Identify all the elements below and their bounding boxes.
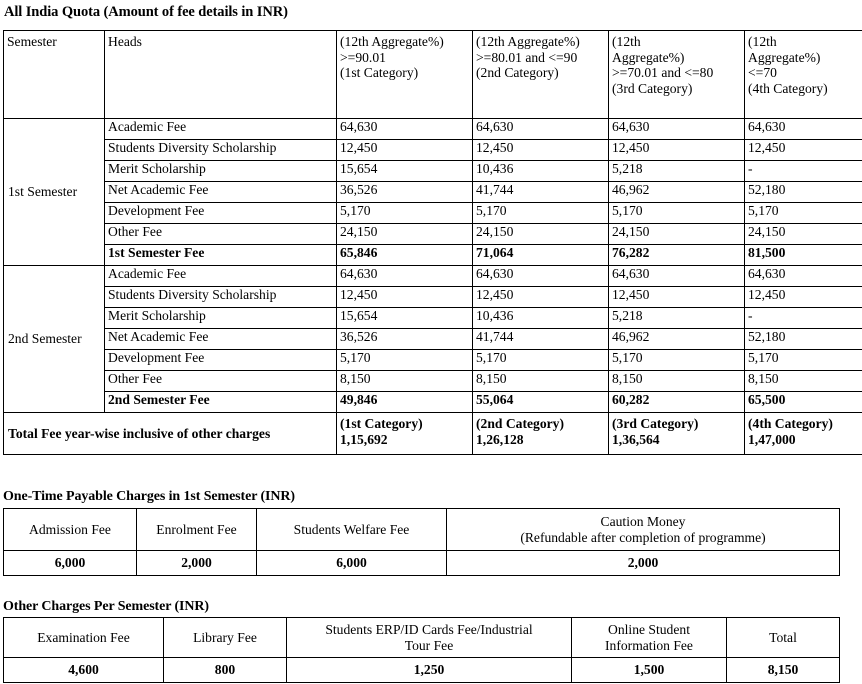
table-row	[4, 266, 862, 287]
header-library-fee: Library Fee	[164, 618, 287, 658]
value-examination-fee: 4,600	[4, 658, 164, 683]
value-erp-id-cards-fee: 1,250	[287, 658, 572, 683]
row-head: Merit Scholarship	[105, 308, 337, 329]
cell-cat1: 12,450	[337, 287, 473, 308]
value-students-welfare-fee: 6,000	[257, 551, 447, 576]
value-total: 8,150	[727, 658, 840, 683]
value-online-student-information-fee: 1,500	[572, 658, 727, 683]
value-caution-money: 2,000	[447, 551, 840, 576]
header-heads: Heads	[105, 31, 337, 119]
cell-cat3: 8,150	[609, 371, 745, 392]
grand-total-cat1-value: 1,15,692	[340, 431, 388, 447]
cell-cat3: 5,170	[609, 203, 745, 224]
header-cat4-line3: <=70	[748, 65, 777, 80]
header-cat2-line1: (12th Aggregate%)	[476, 34, 580, 49]
grand-total-cat4	[745, 413, 862, 455]
row-head: Net Academic Fee	[105, 182, 337, 203]
cell-cat1: 64,630	[337, 119, 473, 140]
semester-1-total-row	[4, 245, 862, 266]
cell-cat1: 15,654	[337, 161, 473, 182]
table-row	[4, 308, 862, 329]
header-admission-fee: Admission Fee	[4, 509, 137, 551]
grand-total-cat3-value: 1,36,564	[612, 431, 660, 447]
cell-cat3: 12,450	[609, 140, 745, 161]
grand-total-row	[4, 413, 862, 455]
cell-cat3: 12,450	[609, 287, 745, 308]
erp-fee-line1: Students ERP/ID Cards Fee/Industrial	[325, 622, 533, 637]
row-head: Students Diversity Scholarship	[105, 140, 337, 161]
cell-cat1: 8,150	[337, 371, 473, 392]
grand-total-cat1	[337, 413, 473, 455]
online-fee-line2: Information Fee	[605, 637, 693, 653]
header-cat3-line2: Aggregate%)	[612, 49, 685, 65]
header-category-4	[745, 31, 862, 119]
cell-cat2: 55,064	[473, 392, 609, 413]
cell-cat2: 64,630	[473, 266, 609, 287]
cell-cat2: 41,744	[473, 182, 609, 203]
cell-cat4: 12,450	[745, 140, 862, 161]
header-students-welfare-fee: Students Welfare Fee	[257, 509, 447, 551]
grand-total-cat4-label: (4th Category)	[748, 416, 833, 431]
semester-2-total-row	[4, 392, 862, 413]
table-row	[4, 350, 862, 371]
header-category-1	[337, 31, 473, 119]
header-online-student-information-fee	[572, 618, 727, 658]
cell-cat4: 64,630	[745, 119, 862, 140]
grand-total-cat3-label: (3rd Category)	[612, 416, 699, 431]
header-total: Total	[727, 618, 840, 658]
header-semester: Semester	[4, 31, 105, 119]
grand-total-cat4-value: 1,47,000	[748, 431, 796, 447]
cell-cat3: 64,630	[609, 119, 745, 140]
cell-cat3: 5,218	[609, 308, 745, 329]
header-enrolment-fee: Enrolment Fee	[137, 509, 257, 551]
cell-cat2: 71,064	[473, 245, 609, 266]
table-header-row	[4, 31, 862, 119]
table-row	[4, 371, 862, 392]
row-head: Merit Scholarship	[105, 161, 337, 182]
grand-total-label: Total Fee year-wise inclusive of other charges	[4, 413, 337, 455]
all-india-quota-fee-table	[3, 30, 862, 455]
cell-cat1: 65,846	[337, 245, 473, 266]
header-erp-id-cards-fee	[287, 618, 572, 658]
value-admission-fee: 6,000	[4, 551, 137, 576]
row-head: Academic Fee	[105, 266, 337, 287]
header-cat3-line3: >=70.01 and <=80	[612, 65, 714, 80]
table-row	[4, 329, 862, 350]
cell-cat2: 10,436	[473, 161, 609, 182]
row-head: 1st Semester Fee	[105, 245, 337, 266]
cell-cat2: 41,744	[473, 329, 609, 350]
table-row	[4, 287, 862, 308]
cell-cat4: 52,180	[745, 182, 862, 203]
cell-cat2: 5,170	[473, 203, 609, 224]
cell-cat4: 81,500	[745, 245, 862, 266]
header-category-2	[473, 31, 609, 119]
cell-cat4: -	[745, 161, 862, 182]
table-row	[4, 140, 862, 161]
cell-cat1: 36,526	[337, 182, 473, 203]
cell-cat1: 12,450	[337, 140, 473, 161]
header-cat2-line3: (2nd Category)	[476, 65, 559, 80]
cell-cat4: 5,170	[745, 203, 862, 224]
cell-cat3: 76,282	[609, 245, 745, 266]
row-head: Development Fee	[105, 350, 337, 371]
table-row	[4, 161, 862, 182]
grand-total-cat1-label: (1st Category)	[340, 416, 423, 431]
cell-cat4: 8,150	[745, 371, 862, 392]
cell-cat3: 46,962	[609, 182, 745, 203]
row-head: Other Fee	[105, 224, 337, 245]
onetime-payable-charges-table	[3, 508, 840, 576]
cell-cat1: 5,170	[337, 203, 473, 224]
caution-money-note: (Refundable after completion of programme)	[520, 529, 766, 545]
grand-total-cat2-label: (2nd Category)	[476, 416, 564, 431]
cell-cat2: 10,436	[473, 308, 609, 329]
header-cat4-line2: Aggregate%)	[748, 49, 821, 65]
cell-cat2: 64,630	[473, 119, 609, 140]
header-examination-fee: Examination Fee	[4, 618, 164, 658]
header-cat4-line4: (4th Category)	[748, 80, 828, 96]
cell-cat2: 12,450	[473, 287, 609, 308]
cell-cat4: 65,500	[745, 392, 862, 413]
cell-cat4: 64,630	[745, 266, 862, 287]
row-head: Development Fee	[105, 203, 337, 224]
row-head: 2nd Semester Fee	[105, 392, 337, 413]
cell-cat2: 8,150	[473, 371, 609, 392]
header-cat1-line2: >=90.01	[340, 49, 386, 65]
row-head: Net Academic Fee	[105, 329, 337, 350]
table-row	[4, 182, 862, 203]
cell-cat4: 5,170	[745, 350, 862, 371]
erp-fee-line2: Tour Fee	[404, 637, 454, 653]
cell-cat1: 24,150	[337, 224, 473, 245]
cell-cat4: 52,180	[745, 329, 862, 350]
cell-cat3: 5,170	[609, 350, 745, 371]
cell-cat1: 49,846	[337, 392, 473, 413]
header-cat1-line3: (1st Category)	[340, 65, 419, 80]
onetime-charges-title: One-Time Payable Charges in 1st Semester (INR)	[3, 489, 295, 504]
header-cat3-line1: (12th	[612, 34, 641, 49]
cell-cat3: 46,962	[609, 329, 745, 350]
other-charges-per-semester-table	[3, 617, 840, 683]
cell-cat4: -	[745, 308, 862, 329]
header-cat4-line1: (12th	[748, 34, 777, 49]
row-head: Other Fee	[105, 371, 337, 392]
table-row	[4, 658, 840, 683]
semester-2-label: 2nd Semester	[4, 266, 105, 413]
caution-money-label: Caution Money	[600, 514, 686, 529]
grand-total-cat3	[609, 413, 745, 455]
value-library-fee: 800	[164, 658, 287, 683]
online-fee-line1: Online Student	[608, 622, 690, 637]
cell-cat3: 64,630	[609, 266, 745, 287]
table-row	[4, 203, 862, 224]
grand-total-cat2	[473, 413, 609, 455]
value-enrolment-fee: 2,000	[137, 551, 257, 576]
cell-cat2: 24,150	[473, 224, 609, 245]
row-head: Academic Fee	[105, 119, 337, 140]
header-category-3	[609, 31, 745, 119]
header-cat2-line2: >=80.01 and <=90	[476, 49, 578, 65]
cell-cat2: 12,450	[473, 140, 609, 161]
table-row	[4, 224, 862, 245]
table-header-row	[4, 509, 840, 551]
cell-cat1: 36,526	[337, 329, 473, 350]
cell-cat3: 5,218	[609, 161, 745, 182]
table-row	[4, 119, 862, 140]
cell-cat4: 12,450	[745, 287, 862, 308]
cell-cat2: 5,170	[473, 350, 609, 371]
cell-cat4: 24,150	[745, 224, 862, 245]
table-header-row	[4, 618, 840, 658]
cell-cat1: 64,630	[337, 266, 473, 287]
page-title: All India Quota (Amount of fee details in INR)	[4, 4, 288, 20]
cell-cat3: 60,282	[609, 392, 745, 413]
table-row	[4, 551, 840, 576]
semester-1-label: 1st Semester	[4, 119, 105, 266]
header-cat1-line1: (12th Aggregate%)	[340, 34, 444, 49]
header-caution-money	[447, 509, 840, 551]
cell-cat1: 15,654	[337, 308, 473, 329]
header-cat3-line4: (3rd Category)	[612, 80, 693, 96]
cell-cat3: 24,150	[609, 224, 745, 245]
row-head: Students Diversity Scholarship	[105, 287, 337, 308]
other-charges-title: Other Charges Per Semester (INR)	[3, 599, 209, 614]
grand-total-cat2-value: 1,26,128	[476, 431, 524, 447]
cell-cat1: 5,170	[337, 350, 473, 371]
